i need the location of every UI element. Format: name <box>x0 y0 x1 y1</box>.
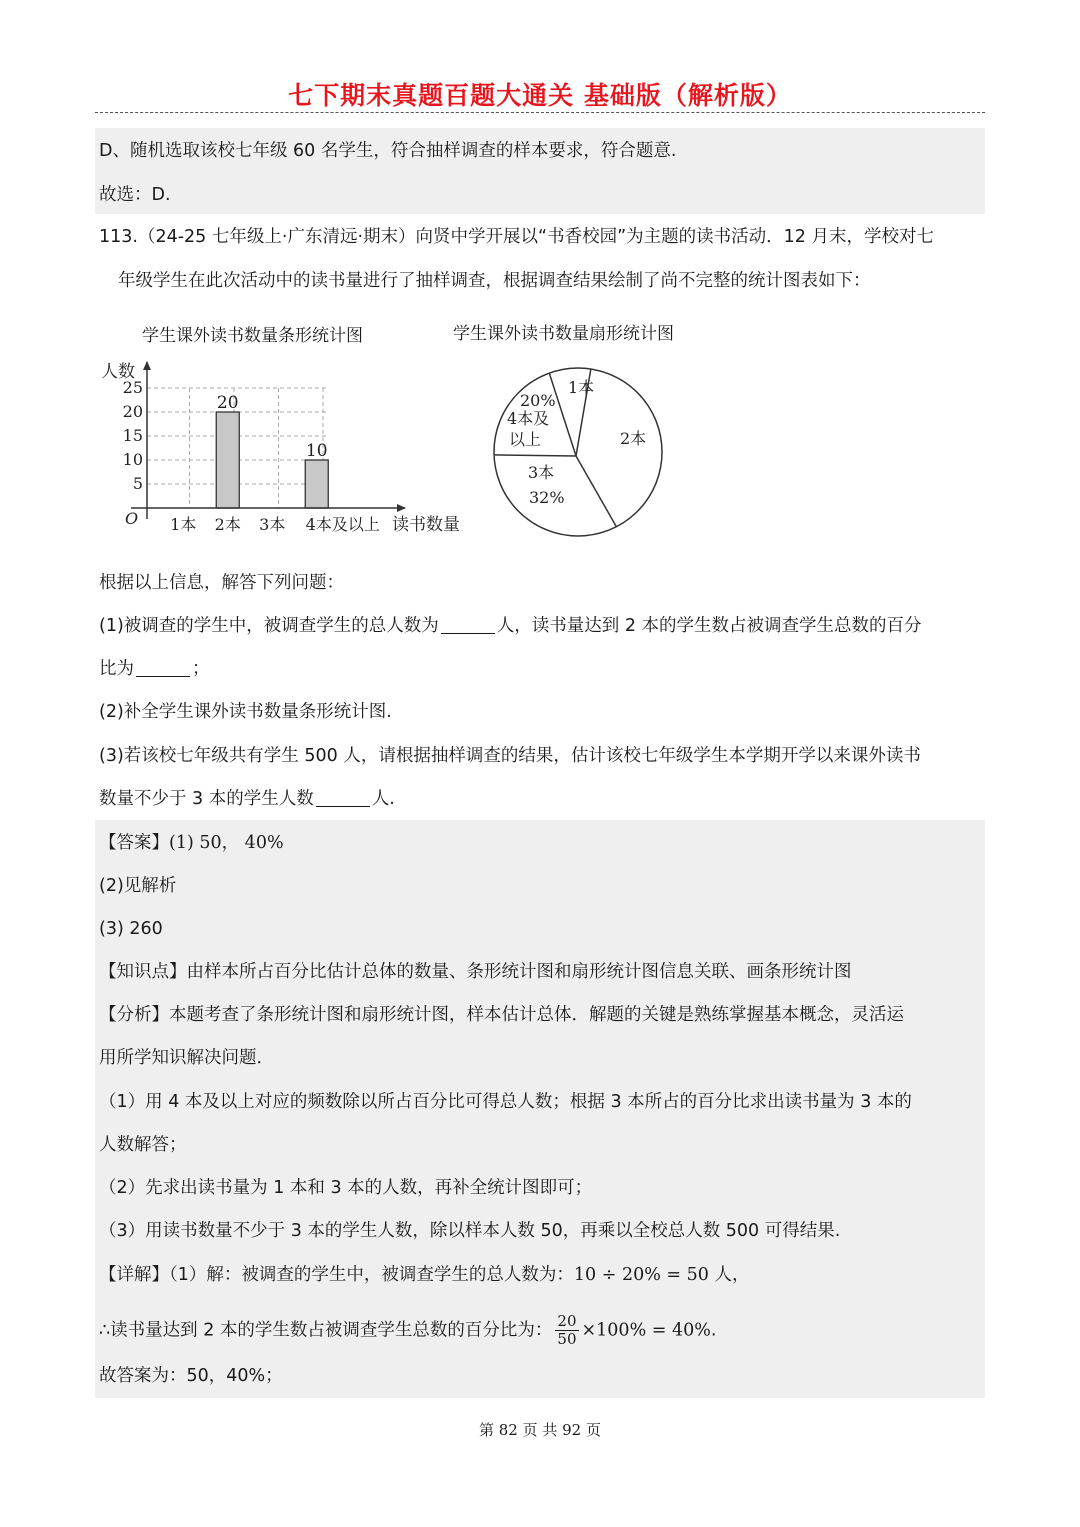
bar-value-label-3: 10 <box>305 441 328 461</box>
pie-chart-title: 学生课外读书数量扇形统计图 <box>453 324 674 344</box>
bar-chart <box>95 352 475 542</box>
pie-divider-3 <box>494 455 576 456</box>
fraction-numerator: 20 <box>557 1312 577 1330</box>
bar-x-label: 读书数量 <box>392 515 460 535</box>
detail-math-2: ×100% = 40% <box>581 1320 711 1341</box>
pie-label-2: 2本 <box>620 429 647 448</box>
knowledge-tag: 【知识点】 <box>99 962 187 982</box>
analysis-line-1 <box>99 1003 904 1027</box>
pie-pct-4: 20% <box>520 391 556 410</box>
option-d-text: D、随机选取该校七年级 60 名学生，符合抽样调查的样本要求，符合题意. <box>99 141 677 161</box>
final-answer: 故答案为：50，40%； <box>99 1366 283 1386</box>
bar-xtick-0: 1本 <box>170 515 197 534</box>
detail-end-2: . <box>710 1320 717 1341</box>
q1-blank-percent <box>136 658 190 677</box>
q1-blank-total <box>441 615 495 634</box>
bar-origin: O <box>125 509 139 528</box>
bar-ytick-4: 25 <box>122 378 143 397</box>
bar-y-label: 人数 <box>101 362 135 382</box>
answer-2: (2)见解析 <box>99 876 177 896</box>
question-1-line-2 <box>99 657 210 681</box>
question-2: (2)补全学生课外读书数量条形统计图. <box>99 702 392 722</box>
pie-label-1: 1本 <box>568 378 595 397</box>
page-title: 七下期末真题百题大通关 基础版（解析版） <box>288 81 792 110</box>
knowledge-line <box>99 960 852 984</box>
title-divider <box>95 112 985 113</box>
detail-line-1 <box>99 1263 749 1287</box>
q1-text-a: (1)被调查的学生中，被调查学生的总人数为 <box>99 616 439 636</box>
step-1-line-2: 人数解答； <box>99 1135 187 1155</box>
detail-text-2: ∴读书量达到 2 本的学生数占被调查学生总数的百分比为： <box>99 1320 553 1341</box>
analysis-tag: 【分析】 <box>99 1005 169 1025</box>
q1-text-d: ； <box>192 659 210 679</box>
q3-text-b: 数量不少于 3 本的学生人数 <box>99 789 314 809</box>
bar-xtick-3: 4本及以上 <box>305 515 380 534</box>
fraction <box>555 1313 578 1348</box>
pie-label-3: 3本 <box>528 463 555 482</box>
question-3-line-1: (3)若该校七年级共有学生 500 人，请根据抽样调查的结果，估计该校七年级学生本学期开学以来课外读书 <box>99 746 921 766</box>
bar-value-label-1: 20 <box>216 393 239 413</box>
questions-intro: 根据以上信息，解答下列问题： <box>99 573 344 593</box>
detail-line-2 <box>99 1313 716 1348</box>
bar-ytick-2: 15 <box>122 426 143 445</box>
q1-text-b: 人，读书量达到 2 本的学生数占被调查学生总数的百分 <box>496 616 922 636</box>
bar-chart-title: 学生课外读书数量条形统计图 <box>142 326 363 346</box>
answer-1 <box>99 831 284 855</box>
fraction-denominator: 50 <box>557 1330 577 1348</box>
page-footer: 第 82 页 共 92 页 <box>478 1421 601 1439</box>
question-3-line-2 <box>99 787 395 811</box>
answer-1-value: (1) 50， 40% <box>169 833 284 853</box>
choice-text: 故选：D. <box>99 185 171 205</box>
step-3: （3）用读书数量不少于 3 本的学生人数，除以样本人数 50，再乘以全校总人数 500 可得结果. <box>99 1221 841 1241</box>
pie-label-4b: 以上 <box>509 430 542 449</box>
bar-3 <box>305 460 328 508</box>
pie-label-4a: 4本及 <box>507 409 550 428</box>
bar-xtick-2: 3本 <box>259 515 286 534</box>
question-1-line-1 <box>99 614 922 638</box>
bar-ytick-0: 5 <box>132 474 143 493</box>
q3-blank <box>316 788 370 807</box>
answer-tag: 【答案】 <box>99 833 169 853</box>
question-line-2: 年级学生在此次活动中的读书量进行了抽样调查，根据调查结果绘制了尚不完整的统计图表如下： <box>118 271 871 291</box>
analysis-text-1: 本题考查了条形统计图和扇形统计图，样本估计总体．解题的关键是熟练掌握基本概念，灵活运 <box>169 1005 904 1025</box>
answer-3: (3) 260 <box>99 919 163 939</box>
bar-ytick-3: 20 <box>122 402 143 421</box>
detail-end-1: 人， <box>708 1265 750 1285</box>
bar-xtick-1: 2本 <box>214 515 241 534</box>
analysis-line-2: 用所学知识解决问题． <box>99 1048 274 1068</box>
question-line-1: 113.（24-25 七年级上·广东清远·期末）向贤中学开展以“书香校园”为主题的读书活动．12 月末，学校对七 <box>99 227 934 247</box>
detail-text-1: （1）解：被调查的学生中，被调查学生的总人数为： <box>169 1265 574 1285</box>
bar-1 <box>216 412 239 508</box>
detail-tag: 【详解】 <box>99 1265 169 1285</box>
q3-text-c: 人. <box>371 789 395 809</box>
step-2: （2）先求出读书量为 1 本和 3 本的人数，再补全统计图即可； <box>99 1178 593 1198</box>
q1-text-c: 比为 <box>99 659 134 679</box>
knowledge-text: 由样本所占百分比估计总体的数量、条形统计图和扇形统计图信息关联、画条形统计图 <box>186 962 852 982</box>
detail-math-1: 10 ÷ 20% = 50 <box>573 1265 709 1285</box>
step-1-line-1: （1）用 4 本及以上对应的频数除以所占百分比可得总人数；根据 3 本所占的百分比求出读书量为 3 本的 <box>99 1092 912 1112</box>
bar-ytick-1: 10 <box>122 450 143 469</box>
pie-pct-3: 32% <box>529 488 565 507</box>
pie-chart <box>480 360 680 550</box>
